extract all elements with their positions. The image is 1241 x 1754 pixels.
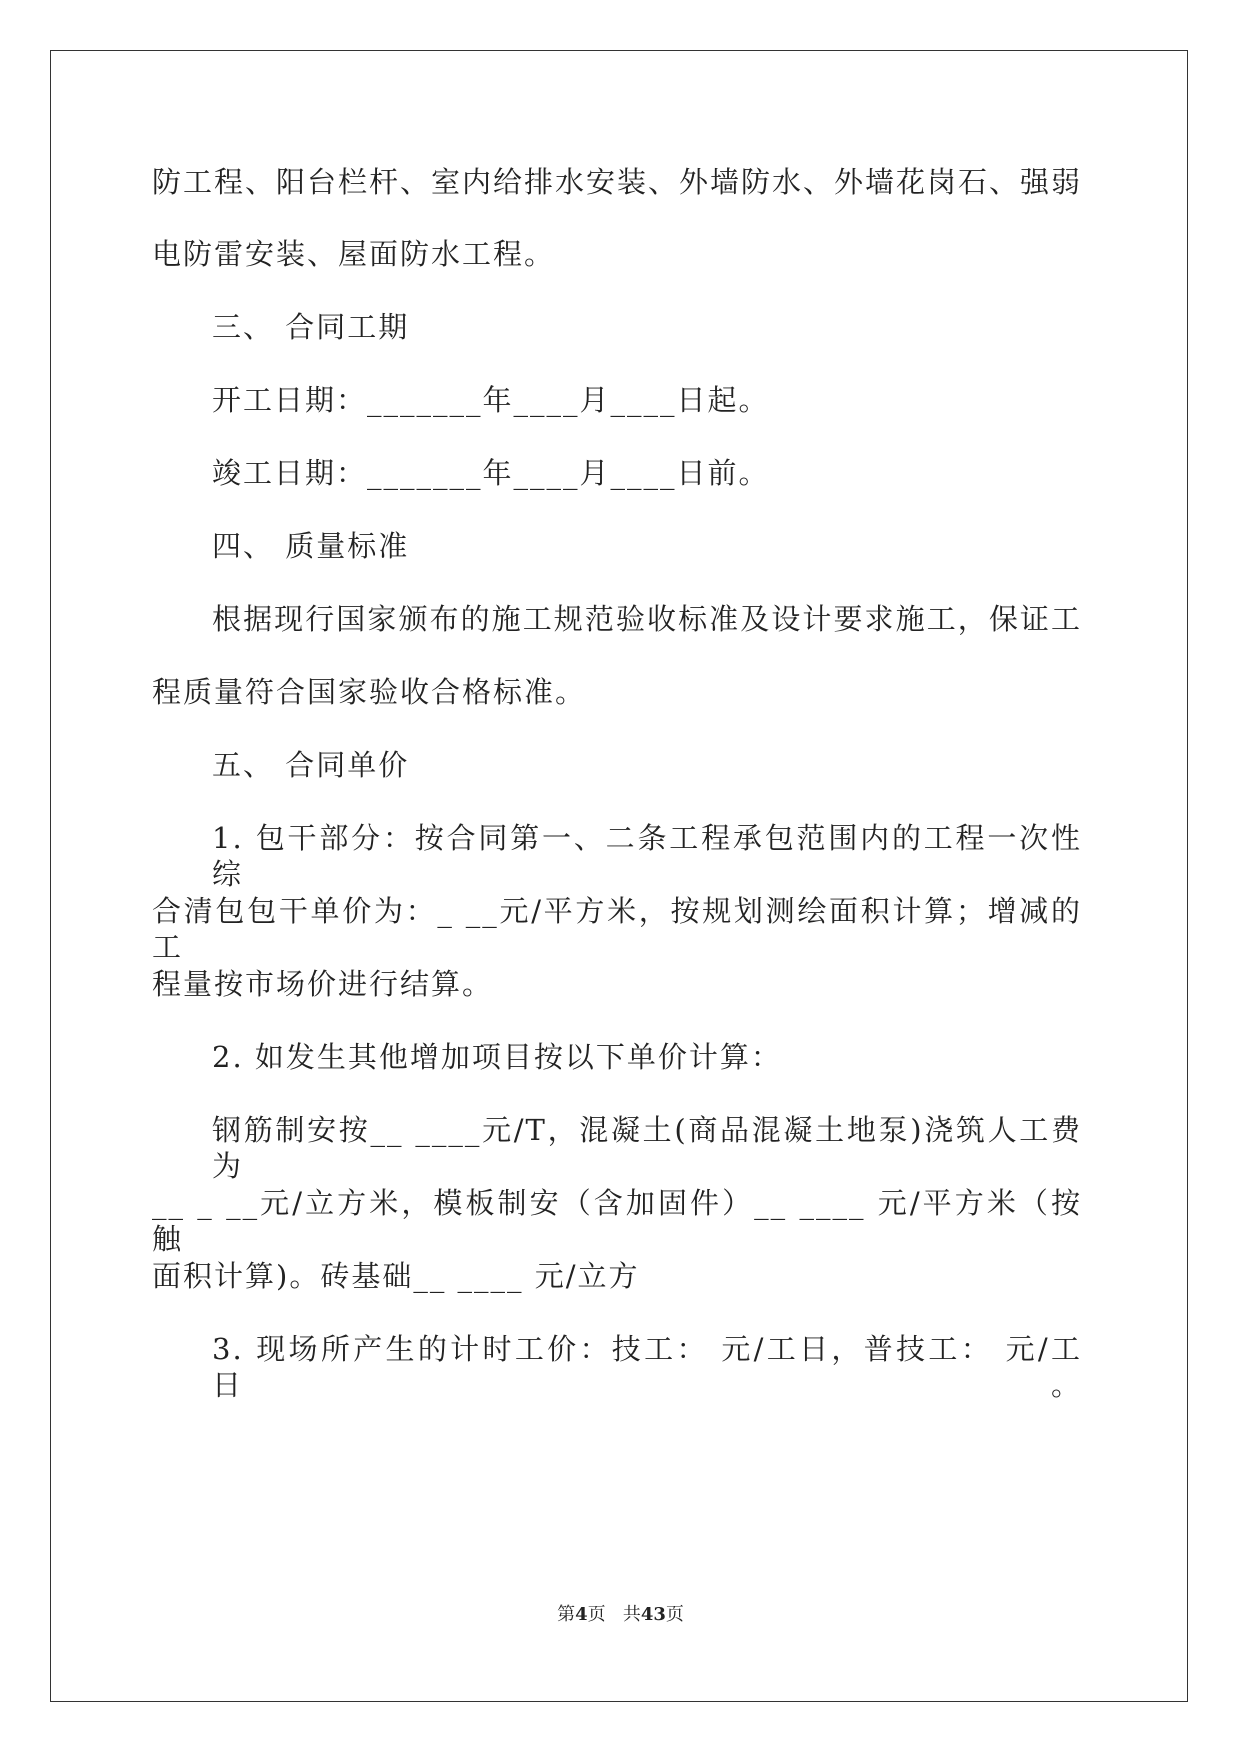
text-line-10: 1. 包干部分：按合同第一、二条工程承包范围内的工程一次性综 xyxy=(212,821,1082,891)
section-heading-5: 五、 合同单价 xyxy=(212,748,410,782)
text-line-13: 2. 如发生其他增加项目按以下单价计算： xyxy=(212,1040,782,1074)
page-number: 4 xyxy=(575,1604,588,1625)
page-suffix: 页 xyxy=(587,1604,606,1625)
section-heading-4: 四、 质量标准 xyxy=(212,529,410,563)
total-prefix: 共 xyxy=(622,1604,641,1625)
text-line-8: 程质量符合国家验收合格标准。 xyxy=(152,675,587,709)
text-line-14: 钢筋制安按__ ____元/T，混凝土(商品混凝土地泵)浇筑人工费为 xyxy=(212,1113,1082,1183)
text-line-2: 电防雷安装、屋面防水工程。 xyxy=(152,237,556,271)
completion-date-line: 竣工日期：_______年____月____日前。 xyxy=(212,456,770,490)
text-line-11: 合清包包干单价为：_ __元/平方米，按规划测绘面积计算；增减的工 xyxy=(152,894,1082,964)
page-prefix: 第 xyxy=(557,1604,576,1625)
section-heading-3: 三、 合同工期 xyxy=(212,310,410,344)
text-line-7: 根据现行国家颁布的施工规范验收标准及设计要求施工，保证工 xyxy=(212,602,1082,636)
total-suffix: 页 xyxy=(665,1604,684,1625)
total-pages: 43 xyxy=(640,1604,666,1625)
text-line-15: __ _ __元/立方米，模板制安（含加固件）__ ____ 元/平方米（按触 xyxy=(152,1186,1082,1256)
start-date-line: 开工日期：_______年____月____日起。 xyxy=(212,383,770,417)
text-line-12: 程量按市场价进行结算。 xyxy=(152,967,494,1001)
text-line-17: 3. 现场所产生的计时工价：技工： 元/工日，普技工： 元/工日。 xyxy=(212,1332,1082,1402)
text-line-1: 防工程、阳台栏杆、室内给排水安装、外墙防水、外墙花岗石、强弱 xyxy=(152,165,1083,199)
page-footer xyxy=(0,1600,1241,1626)
text-line-16: 面积计算)。砖基础__ ____ 元/立方 xyxy=(152,1259,640,1293)
